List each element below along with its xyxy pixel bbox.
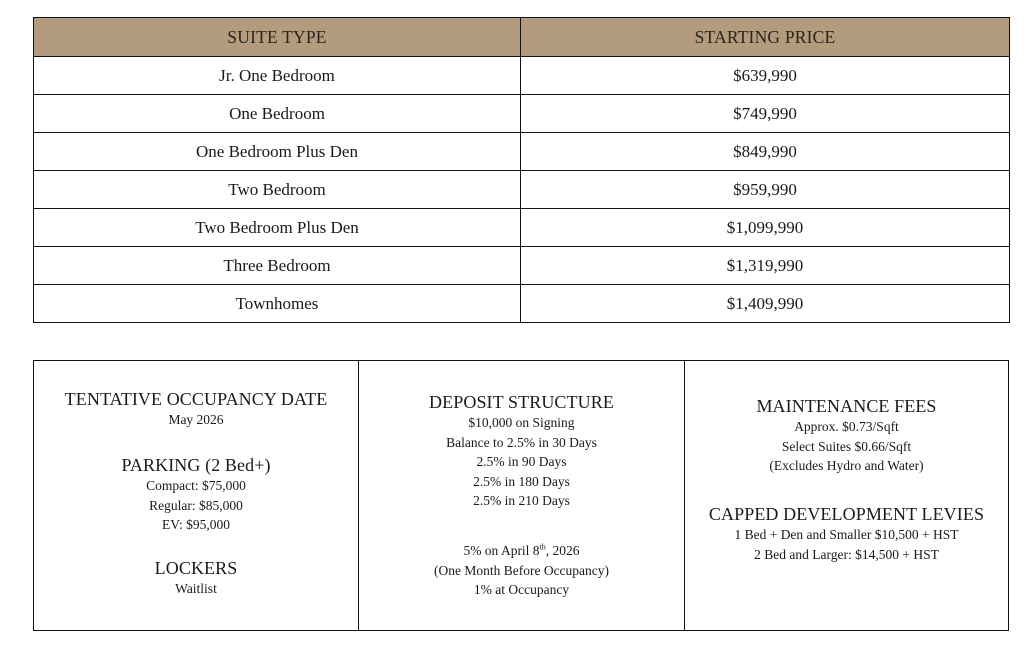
suite-type-cell: Two Bedroom Plus Den bbox=[34, 209, 521, 247]
lockers-status: Waitlist bbox=[175, 581, 217, 596]
parking-title: PARKING (2 Bed+) bbox=[121, 455, 271, 475]
levies-title: CAPPED DEVELOPMENT LEVIES bbox=[708, 504, 985, 524]
info-column-fees-levies bbox=[685, 361, 1008, 630]
starting-price-cell: $1,099,990 bbox=[521, 209, 1010, 247]
starting-price-cell: $1,319,990 bbox=[521, 247, 1010, 285]
header-starting-price: STARTING PRICE bbox=[521, 18, 1010, 57]
suite-type-cell: Townhomes bbox=[34, 285, 521, 323]
starting-price-cell: $1,409,990 bbox=[521, 285, 1010, 323]
table-row bbox=[34, 171, 1010, 209]
table-row bbox=[34, 247, 1010, 285]
table-row bbox=[34, 209, 1010, 247]
suite-type-cell: Two Bedroom bbox=[34, 171, 521, 209]
occupancy-title: TENTATIVE OCCUPANCY DATE bbox=[64, 389, 328, 409]
occupancy-date: May 2026 bbox=[168, 412, 224, 427]
occupancy-section bbox=[34, 388, 358, 430]
deposit-line: (One Month Before Occupancy) bbox=[433, 562, 610, 578]
levies-line: 2 Bed and Larger: $14,500 + HST bbox=[754, 546, 939, 562]
deposit-line: Balance to 2.5% in 30 Days bbox=[446, 434, 597, 450]
info-column-occupancy-parking-lockers bbox=[34, 361, 359, 630]
deposit-line: 1% at Occupancy bbox=[473, 582, 570, 598]
deposit-april-suffix: , 2026 bbox=[545, 543, 580, 558]
suite-type-cell: Three Bedroom bbox=[34, 247, 521, 285]
maintenance-line: Select Suites $0.66/Sqft bbox=[781, 438, 912, 454]
starting-price-cell: $959,990 bbox=[521, 171, 1010, 209]
deposit-title: DEPOSIT STRUCTURE bbox=[429, 392, 614, 412]
lockers-section bbox=[34, 557, 358, 599]
levies-line: 1 Bed + Den and Smaller $10,500 + HST bbox=[734, 527, 959, 542]
maintenance-line: (Excludes Hydro and Water) bbox=[769, 458, 924, 474]
parking-section bbox=[34, 454, 358, 535]
pricing-table-header bbox=[34, 18, 1010, 57]
deposit-line: 2.5% in 180 Days bbox=[473, 473, 570, 489]
deposit-later-section bbox=[359, 541, 684, 600]
suite-type-cell: One Bedroom bbox=[34, 95, 521, 133]
starting-price-cell: $749,990 bbox=[521, 95, 1010, 133]
info-box bbox=[33, 360, 1009, 631]
table-row bbox=[34, 285, 1010, 323]
starting-price-cell: $849,990 bbox=[521, 133, 1010, 171]
deposit-line: $10,000 on Signing bbox=[468, 415, 575, 430]
deposit-april-prefix: 5% on April 8 bbox=[463, 543, 540, 558]
suite-type-cell: One Bedroom Plus Den bbox=[34, 133, 521, 171]
maintenance-section bbox=[685, 395, 1008, 476]
deposit-line: 2.5% in 90 Days bbox=[476, 454, 567, 470]
starting-price-cell: $639,990 bbox=[521, 57, 1010, 95]
table-row bbox=[34, 133, 1010, 171]
deposit-section bbox=[359, 391, 684, 511]
table-row bbox=[34, 57, 1010, 95]
parking-line: EV: $95,000 bbox=[162, 517, 230, 533]
header-suite-type: SUITE TYPE bbox=[34, 18, 521, 57]
info-column-deposit bbox=[359, 361, 685, 630]
levies-section bbox=[685, 503, 1008, 564]
maintenance-line: Approx. $0.73/Sqft bbox=[794, 419, 899, 434]
parking-line: Regular: $85,000 bbox=[149, 497, 243, 513]
pricing-table bbox=[33, 17, 1010, 323]
suite-type-cell: Jr. One Bedroom bbox=[34, 57, 521, 95]
maintenance-title: MAINTENANCE FEES bbox=[756, 396, 937, 416]
ordinal-suffix: th bbox=[539, 542, 546, 552]
deposit-line bbox=[359, 541, 684, 561]
parking-line: Compact: $75,000 bbox=[146, 478, 246, 493]
lockers-title: LOCKERS bbox=[154, 558, 238, 578]
deposit-line: 2.5% in 210 Days bbox=[473, 493, 570, 509]
table-row bbox=[34, 95, 1010, 133]
